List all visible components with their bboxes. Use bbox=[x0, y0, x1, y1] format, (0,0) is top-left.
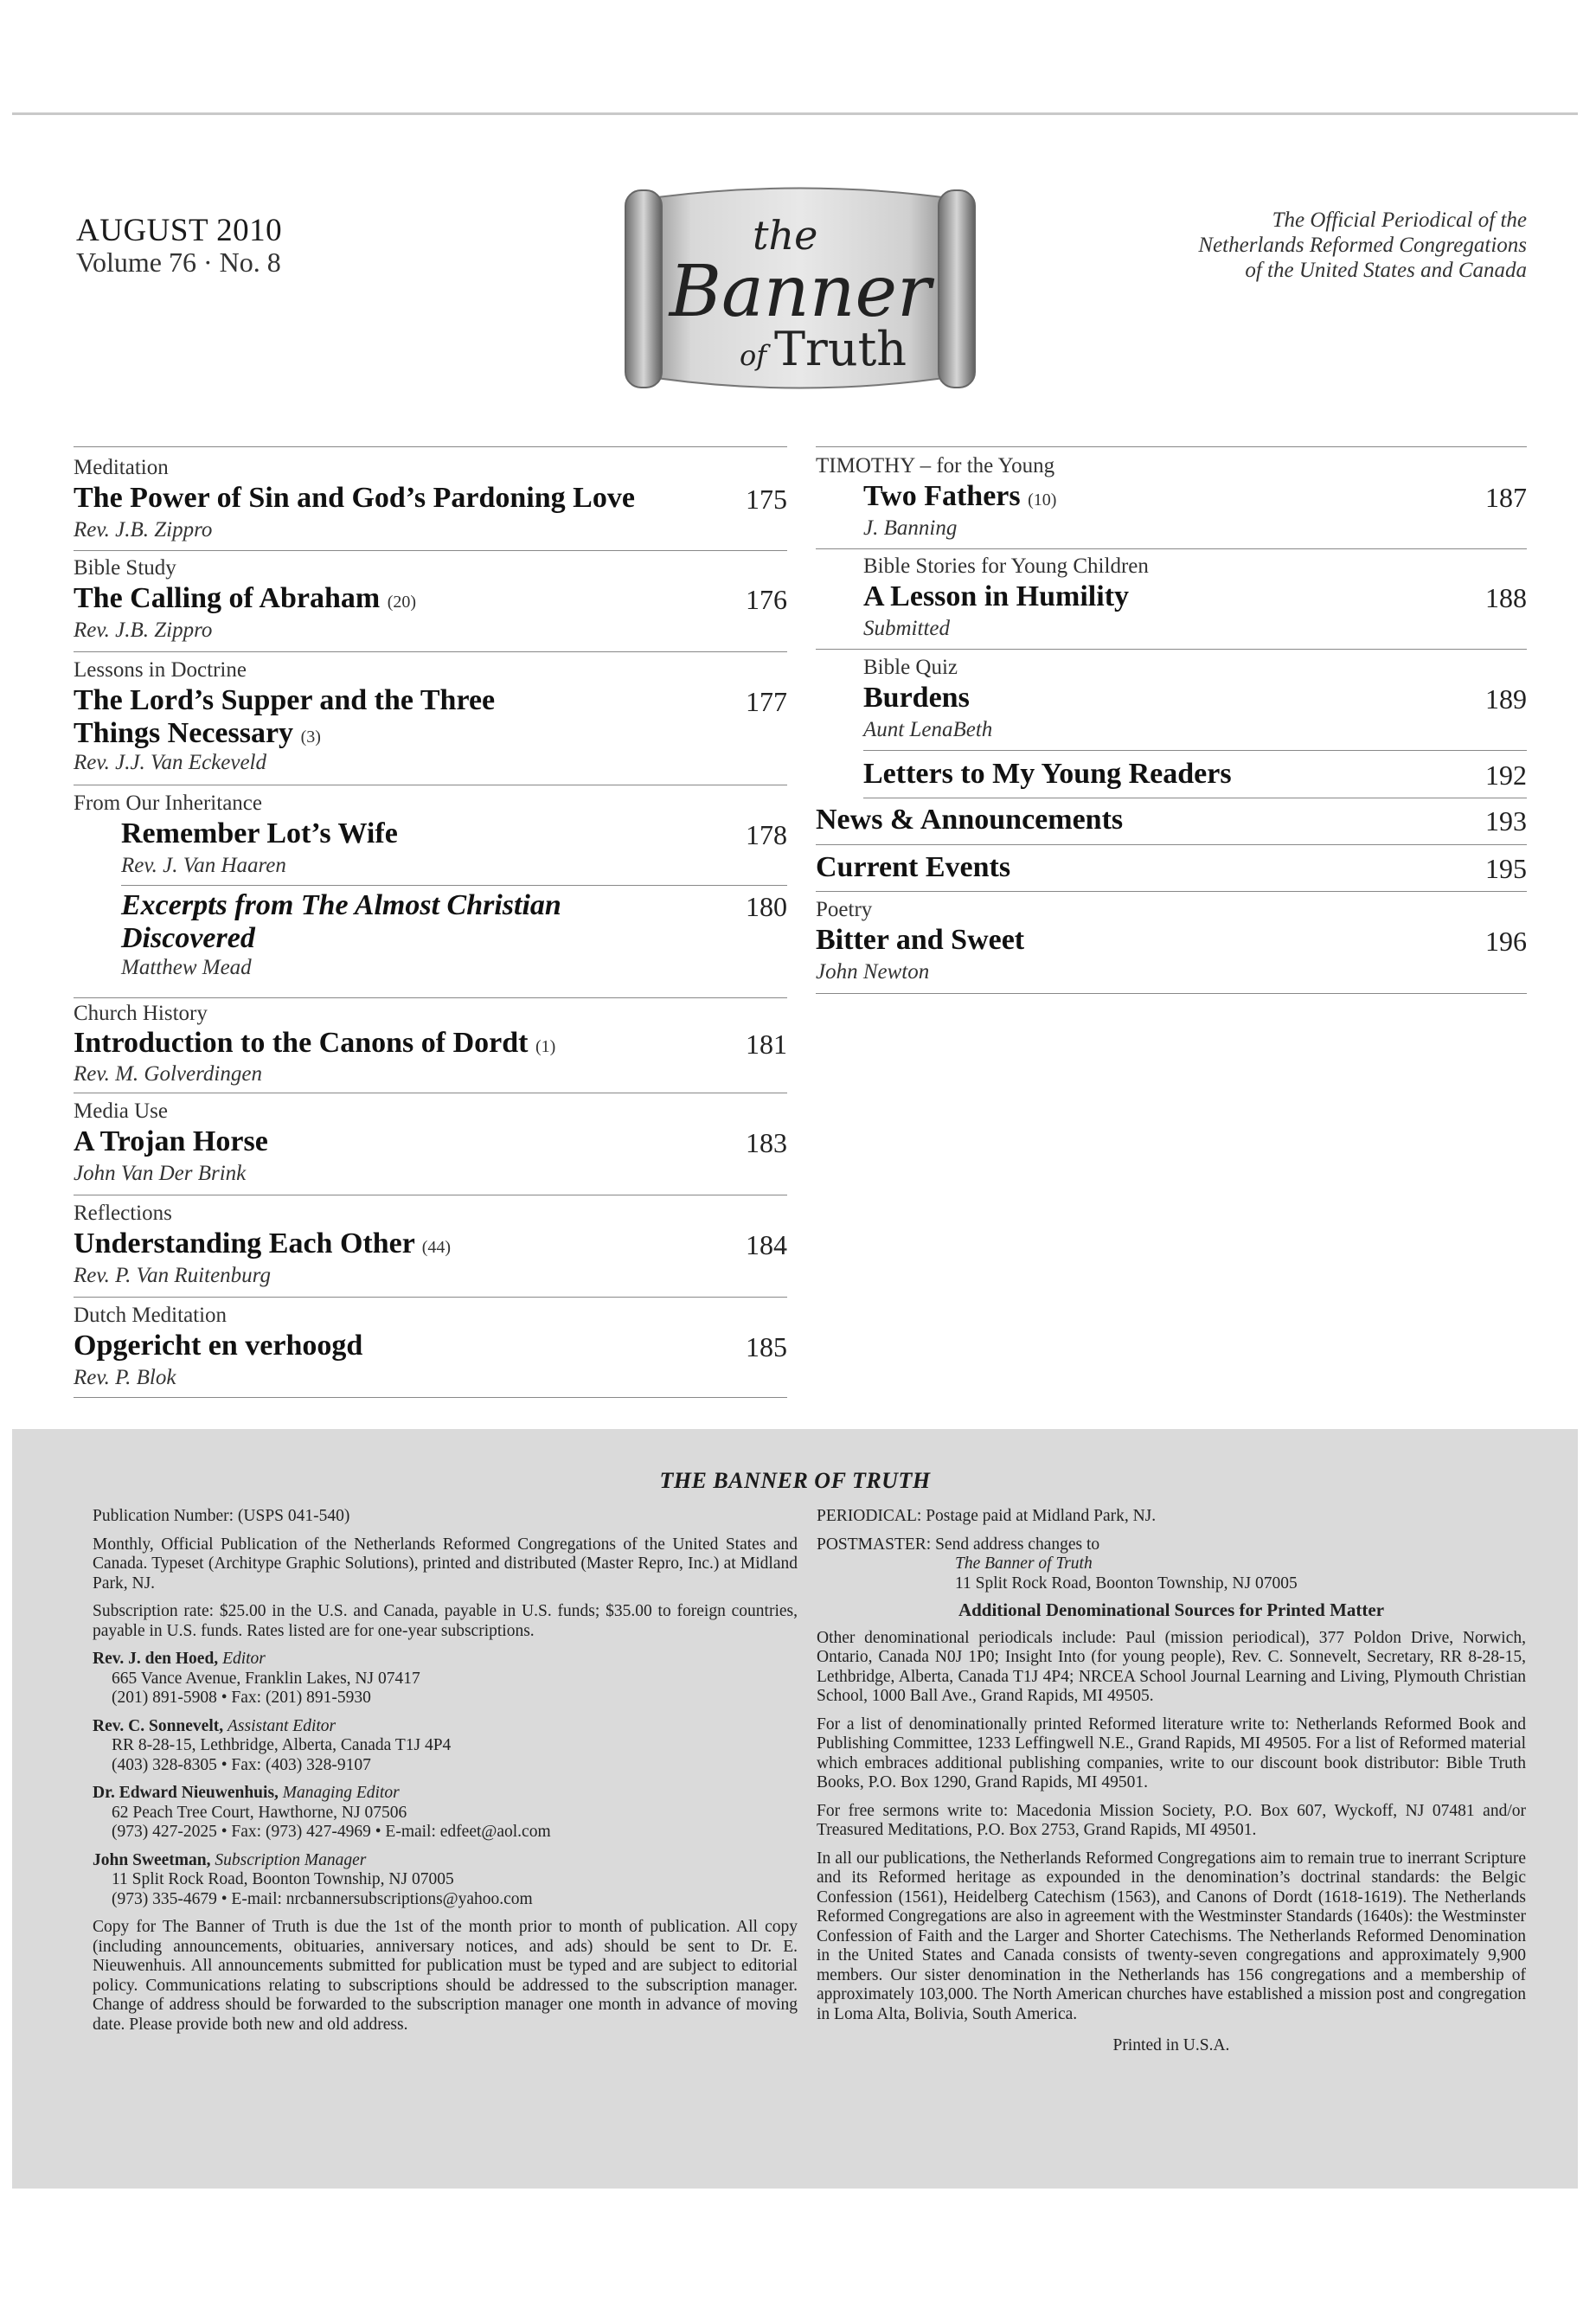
masthead-title: THE BANNER OF TRUTH bbox=[659, 1468, 931, 1493]
toc-category: Bible Study bbox=[74, 556, 176, 580]
tagline: The Official Periodical of the Netherlands Reformed Congregations of the United States and Canada bbox=[1198, 208, 1527, 282]
copy-info: Copy for The Banner of Truth is due the 1st of the month prior to month of publication. All copy (including announcements, obituaries, anniversary notices, and ads) should be sent to Dr. E. Nieuwenhuis. All announcements submitted for publication must be typed and are subject to editorial policy. Communications relating to subscriptions should be addressed to the subscription manager. Change of address should be forwarded to the subscription manager one month in advance of moving date. Please provide both new and old address. bbox=[93, 1918, 798, 2034]
toc-entry[interactable] bbox=[816, 649, 1527, 750]
toc-title[interactable]: Introduction to the Canons of Dordt (1) bbox=[74, 1027, 556, 1059]
toc-page: 175 bbox=[746, 484, 787, 515]
toc-title[interactable]: A Trojan Horse bbox=[74, 1125, 268, 1157]
toc-entry[interactable] bbox=[816, 548, 1527, 650]
toc-title[interactable]: Remember Lot’s Wife bbox=[121, 817, 398, 849]
staff-assistant-editor: Rev. C. Sonnevelt, Assistant Editor RR 8-28-15, Lethbridge, Alberta, Canada T1J 4P4 (403) 328-8305 • Fax: (403) 328-9107 bbox=[93, 1716, 452, 1774]
toc-category: Bible Stories for Young Children bbox=[863, 554, 1149, 578]
toc-page: 178 bbox=[746, 819, 787, 850]
toc-page: 195 bbox=[1485, 853, 1527, 884]
toc-author: Rev. J. Van Haaren bbox=[121, 854, 286, 877]
toc-page: 185 bbox=[746, 1331, 787, 1362]
toc-category: Reflections bbox=[74, 1202, 172, 1225]
toc-page: 181 bbox=[746, 1029, 787, 1060]
toc-author: Rev. J.J. Van Eckeveld bbox=[74, 751, 266, 774]
toc-entry[interactable] bbox=[74, 1297, 787, 1398]
toc-title[interactable]: The Power of Sin and God’s Pardoning Love bbox=[74, 482, 635, 514]
postmaster-info: POSTMASTER: Send address changes to The Banner of Truth 11 Split Rock Road, Boonton Township, NJ 07005 bbox=[817, 1535, 1298, 1593]
other-periodicals: Other denominational periodicals include: Paul (mission periodical), 377 Poldon Drive, Norwich, Ontario, Canada N0J 1P0; Insight Into (for young people), Rev. C. Sonnevelt, Secretary, RR 8-28-15, Lethbridge, Alberta, Canada T1J 4P4; NRCEA School Journal Learning and Living, Plymouth Christian School, 1000 Ball Ave., Grand Rapids, MI 49505. bbox=[817, 1628, 1526, 1705]
toc-title[interactable]: A Lesson in Humility bbox=[863, 580, 1130, 612]
logo-the: the bbox=[753, 212, 818, 259]
toc-author: Rev. P. Blok bbox=[74, 1366, 176, 1389]
pub-number: Publication Number: (USPS 041-540) bbox=[93, 1507, 350, 1525]
toc-title[interactable]: The Lord’s Supper and the Three Things Necessary (3) bbox=[74, 684, 496, 749]
toc-author: J. Banning bbox=[863, 516, 958, 540]
toc-page: 196 bbox=[1485, 926, 1527, 957]
banner-of-truth-logo bbox=[610, 173, 990, 402]
additional-sources-heading: Additional Denominational Sources for Printed Matter bbox=[958, 1599, 1385, 1620]
issue-volume: Volume 76 · No. 8 bbox=[76, 247, 281, 278]
periodical-info: PERIODICAL: Postage paid at Midland Park, NJ. bbox=[817, 1507, 1157, 1525]
toc-entry[interactable] bbox=[816, 446, 1527, 549]
logo-banner: Banner bbox=[669, 251, 932, 333]
toc-title[interactable]: Opgericht en verhoogd bbox=[74, 1330, 363, 1362]
toc-title[interactable]: Bitter and Sweet bbox=[816, 924, 1025, 956]
toc-entry[interactable] bbox=[74, 651, 787, 785]
toc-page: 176 bbox=[746, 584, 787, 615]
printed-in: Printed in U.S.A. bbox=[1112, 2036, 1230, 2054]
aim-statement: In all our publications, the Netherlands Reformed Congregations aim to remain true to inerrant Scripture and its Reformed heritage as expounded in the denomination’s doctrinal standards: the Belgic Confession (1561), Heidelberg Catechism (1563), and Canons of Dordt (1618-1619). The Netherlands Reformed Congregations are also in agreement with the Westminster Standards (1640s): the Westminster Confession of Faith and the Larger and Shorter Catechisms. The Netherlands Reformed Denomination in the United States and Canada consists of twenty-seven congregations and approximately 9,900 members. Our sister denomination in the Netherlands has 156 congregations and a membership of approximately 103,000. The North American churches have established a mission post and congregation in Loma Alta, Bolivia, South America. bbox=[817, 1849, 1526, 2023]
toc-page: 180 bbox=[746, 891, 787, 922]
sermons-info: For free sermons write to: Macedonia Mission Society, P.O. Box 607, Wyckoff, NJ 07481 and/or Treasured Meditations, P.O. Box 2753, Grand Rapids, MI 49501. bbox=[817, 1801, 1526, 1839]
masthead-section bbox=[12, 1429, 1578, 2189]
toc-entry[interactable] bbox=[74, 1195, 787, 1298]
toc-page: 189 bbox=[1485, 683, 1527, 715]
toc-page: 184 bbox=[746, 1229, 787, 1260]
toc-entry[interactable] bbox=[74, 997, 787, 1093]
toc-title[interactable]: News & Announcements bbox=[816, 804, 1124, 836]
toc-category: From Our Inheritance bbox=[74, 792, 262, 815]
toc-author: Rev. J.B. Zippro bbox=[74, 518, 213, 542]
toc-title[interactable]: Current Events bbox=[816, 851, 1011, 883]
toc-title[interactable]: Understanding Each Other (44) bbox=[74, 1227, 452, 1259]
toc-author: Submitted bbox=[863, 617, 950, 640]
toc-author: Matthew Mead bbox=[121, 956, 252, 979]
masthead-right-column bbox=[817, 1507, 1526, 2056]
toc-title[interactable]: Two Fathers (10) bbox=[863, 480, 1057, 512]
staff-subscription-manager: John Sweetman, Subscription Manager 11 Split Rock Road, Boonton Township, NJ 07005 (973) 335-4679 • E-mail: nrcbannersubscriptions@yahoo.com bbox=[93, 1850, 533, 1908]
staff-managing-editor: Dr. Edward Nieuwenhuis, Managing Editor 62 Peach Tree Court, Hawthorne, NJ 07506 (973) 427-2025 • Fax: (973) 427-4969 • E-mail: edfeet@aol.com bbox=[93, 1784, 551, 1841]
monthly-info: Monthly, Official Publication of the Netherlands Reformed Congregations of the United States and Canada. Typeset (Architype Graphic Solutions), printed and distributed (Master Repro, Inc.) at Midland Park, NJ. bbox=[93, 1535, 798, 1593]
toc-category: Church History bbox=[74, 1002, 208, 1025]
toc-page: 188 bbox=[1485, 582, 1527, 613]
toc-author: Rev. P. Van Ruitenburg bbox=[74, 1264, 271, 1287]
toc-entry[interactable] bbox=[863, 750, 1527, 798]
toc-entry[interactable] bbox=[74, 785, 787, 885]
toc-page: 192 bbox=[1485, 760, 1527, 791]
toc-author: Aunt LenaBeth bbox=[863, 718, 993, 741]
toc-category: Lessons in Doctrine bbox=[74, 658, 247, 682]
logo-truth: Truth bbox=[774, 322, 907, 376]
toc-author: John Van Der Brink bbox=[74, 1162, 247, 1185]
toc-author: Rev. J.B. Zippro bbox=[74, 619, 213, 642]
toc-entry[interactable] bbox=[74, 885, 787, 998]
toc-category: Meditation bbox=[74, 456, 169, 479]
toc-title[interactable]: Letters to My Young Readers bbox=[863, 758, 1232, 790]
toc-author: John Newton bbox=[816, 960, 930, 984]
toc-page: 183 bbox=[746, 1127, 787, 1158]
toc-category: Poetry bbox=[816, 898, 873, 921]
toc-entry[interactable] bbox=[816, 891, 1527, 994]
toc-category: Dutch Meditation bbox=[74, 1304, 228, 1327]
masthead-left-column bbox=[93, 1507, 798, 2043]
toc-title[interactable]: Burdens bbox=[863, 682, 970, 714]
toc-page: 187 bbox=[1485, 482, 1527, 513]
staff-editor: Rev. J. den Hoed, Editor 665 Vance Avenue, Franklin Lakes, NJ 07417 (201) 891-5908 • Fax: (201) 891-5930 bbox=[93, 1650, 420, 1707]
toc-category: Bible Quiz bbox=[863, 656, 958, 679]
toc-category: Media Use bbox=[74, 1099, 168, 1123]
toc-page: 193 bbox=[1485, 805, 1527, 836]
toc-entry[interactable] bbox=[74, 549, 787, 652]
toc-entry[interactable] bbox=[74, 446, 787, 551]
toc-entry[interactable] bbox=[816, 797, 1527, 845]
toc-title[interactable]: The Calling of Abraham (20) bbox=[74, 582, 417, 614]
toc-category: TIMOTHY – for the Young bbox=[816, 454, 1055, 478]
logo-of: of bbox=[740, 339, 767, 372]
toc-title[interactable]: Excerpts from The Almost Christian Discovered bbox=[121, 889, 561, 954]
subscription-info: Subscription rate: $25.00 in the U.S. and Canada, payable in U.S. funds; $35.00 to foreign countries, payable in U.S. funds. Rates listed are for one-year subscriptions. bbox=[93, 1602, 798, 1640]
issue-month: AUGUST 2010 bbox=[76, 213, 283, 248]
literature-info: For a list of denominationally printed Reformed literature write to: Netherlands Reformed Book and Publishing Committee, 1233 Leffingwell N.E., Grand Rapids, MI 49505. For a list of Reformed material which embraces additional publishing companies, write to our discount book distributor: Bible Truth Books, P.O. Box 1290, Grand Rapids, MI 49501. bbox=[817, 1715, 1526, 1791]
toc-page: 177 bbox=[746, 686, 787, 717]
toc-author: Rev. M. Golverdingen bbox=[74, 1062, 262, 1086]
toc-entry[interactable] bbox=[816, 844, 1527, 892]
toc-entry[interactable] bbox=[74, 1093, 787, 1195]
